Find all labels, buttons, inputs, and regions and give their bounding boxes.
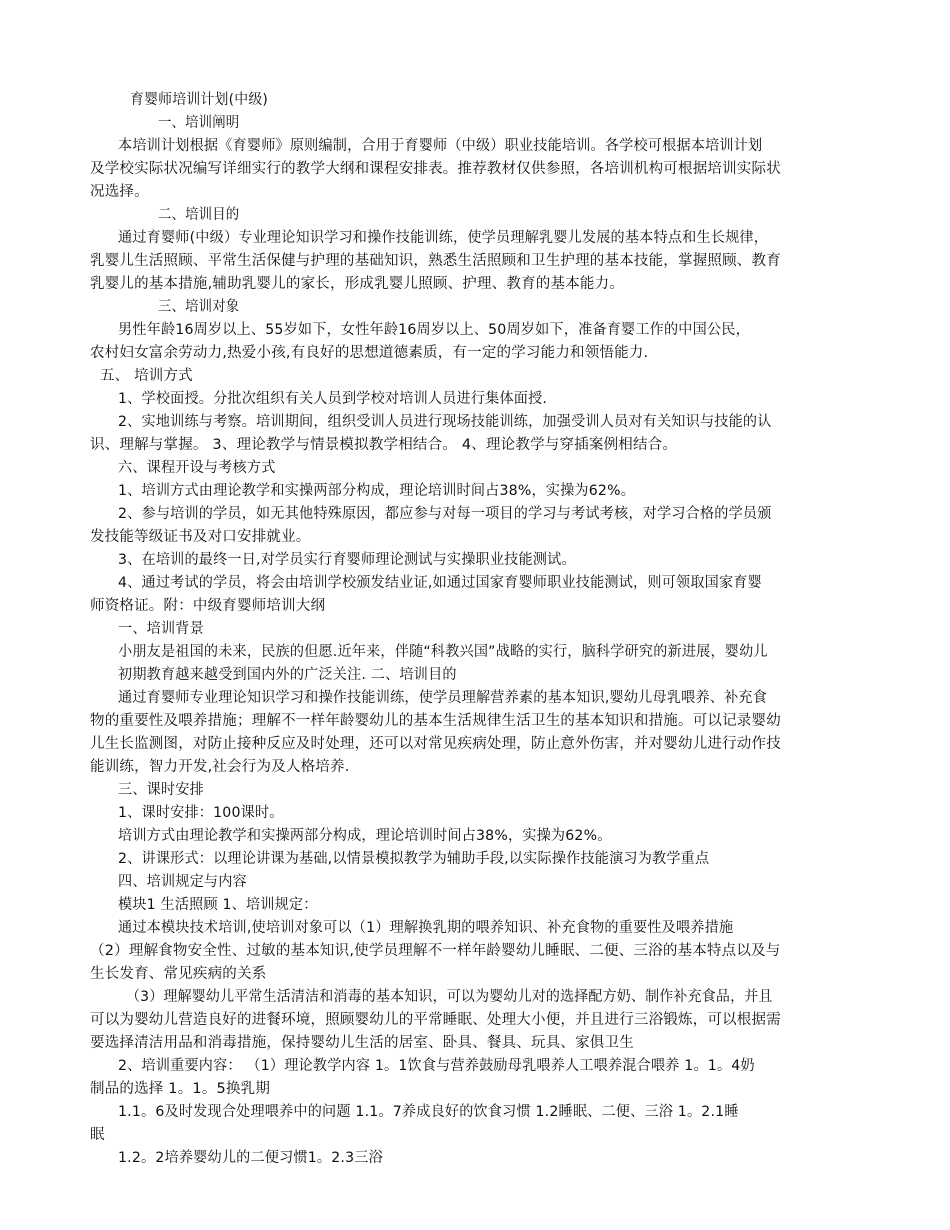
section-heading: 五、 培训方式 bbox=[100, 368, 193, 384]
paragraph-line: 乳婴儿生活照顾、平常生活保健与护理的基础知识，熟悉生活照顾和卫生护理的基本技能，掌握照顾、教育 bbox=[90, 253, 781, 269]
paragraph-line: 1、培训方式由理论教学和实操两部分构成，理论培训时间占38%，实操为62%。 bbox=[118, 483, 636, 499]
paragraph-line: 儿生长监测图，对防止接种反应及时处理，还可以对常见疾病处理，防止意外伤害，并对婴幼儿进行动作技 bbox=[90, 736, 781, 752]
paragraph-line: 制品的选择 1。1。5换乳期 bbox=[90, 1081, 271, 1097]
paragraph-line: 1、课时安排：100课时。 bbox=[118, 805, 284, 821]
paragraph-line: 况选择。 bbox=[90, 184, 149, 200]
paragraph-line: 小朋友是祖国的未来，民族的但愿.近年来，伴随“科教兴国”战略的实行，脑科学研究的新进展，婴幼儿 bbox=[118, 644, 768, 660]
paragraph-line: （3）理解婴幼儿平常生活清洁和消毒的基本知识，可以为婴幼儿对的选择配方奶、制作补充食品，并且 bbox=[126, 989, 773, 1005]
paragraph-line: 2、培训重要内容： （1）理论教学内容 1。1饮食与营养鼓励母乳喂养人工喂养混合喂养 1。1。4奶 bbox=[118, 1058, 755, 1074]
paragraph-line: 3、在培训的最终一日,对学员实行育婴师理论测试与实操职业技能测试。 bbox=[118, 552, 576, 568]
section-heading: 二、培训目的 bbox=[158, 207, 240, 223]
paragraph-line: 通过育婴师(中级）专业理论知识学习和操作技能训练，使学员理解乳婴儿发展的基本特点和生长规律， bbox=[118, 230, 769, 246]
paragraph-line: 1、学校面授。分批次组织有关人员到学校对培训人员进行集体面授. bbox=[118, 391, 548, 407]
section-heading: 三、课时安排 bbox=[118, 782, 204, 798]
paragraph-line: 2、实地训练与考察。培训期间，组织受训人员进行现场技能训练，加强受训人员对有关知识与技能的认 bbox=[118, 414, 772, 430]
paragraph-line: 通过育婴师专业理论知识学习和操作技能训练，使学员理解营养素的基本知识,婴幼儿母乳喂养、补充食 bbox=[118, 690, 768, 706]
paragraph-line: 要选择清洁用品和消毒措施，保持婴幼儿生活的居室、卧具、餐具、玩具、家俱卫生 bbox=[90, 1035, 634, 1051]
paragraph-line: 可以为婴幼儿营造良好的进餐环境，照顾婴幼儿的平常睡眠、处理大小便，并且进行三浴锻炼，可以根据需 bbox=[90, 1012, 781, 1028]
section-heading: 三、培训对象 bbox=[158, 299, 240, 315]
section-heading: 一、培训阐明 bbox=[158, 115, 240, 131]
paragraph-line: 模块1 生活照顾 1、培训规定： bbox=[118, 897, 318, 913]
paragraph-line: 生长发育、常见疾病的关系 bbox=[90, 966, 267, 982]
paragraph-line: 初期教育越来越受到国内外的广泛关注. 二、培训目的 bbox=[118, 667, 457, 683]
paragraph-line: （2）理解食物安全性、过敏的基本知识,使学员理解不一样年龄婴幼儿睡眠、二便、三浴的基本特点以及与 bbox=[90, 943, 781, 959]
paragraph-line: 及学校实际状况编写详细实行的教学大纲和课程安排表。推荐教材仅供参照，各培训机构可根据培训实际状 bbox=[90, 161, 781, 177]
paragraph-line: 2、参与培训的学员，如无其他特殊原因，都应参与对每一项目的学习与考试考核，对学习合格的学员颁 bbox=[118, 506, 772, 522]
paragraph-line: 2、讲课形式：以理论讲课为基础,以情景模拟教学为辅助手段,以实际操作技能演习为教学重点 bbox=[118, 851, 710, 867]
paragraph-line: 1.1。6及时发现合处理喂养中的问题 1.1。7养成良好的饮食习惯 1.2睡眠、二便、三浴 1。2.1睡 bbox=[118, 1104, 739, 1120]
document-title: 育婴师培训计划(中级) bbox=[130, 92, 269, 108]
paragraph-line: 物的重要性及喂养措施；理解不一样年龄婴幼儿的基本生活规律生活卫生的基本知识和措施。可以记录婴幼 bbox=[90, 713, 781, 729]
paragraph-line: 发技能等级证书及对口安排就业。 bbox=[90, 529, 311, 545]
paragraph-line: 本培训计划根据《育婴师》原则编制，合用于育婴师（中级）职业技能培训。各学校可根据本培训计划 bbox=[118, 138, 763, 154]
paragraph-line: 通过本模块技术培训,使培训对象可以（1）理解换乳期的喂养知识、补充食物的重要性及喂养措施 bbox=[118, 920, 734, 936]
paragraph-line: 师资格证。附：中级育婴师培训大纲 bbox=[90, 598, 326, 614]
paragraph-line: 识、理解与掌握。 3、理论教学与情景模拟教学相结合。 4、理论教学与穿插案例相结合。 bbox=[90, 437, 678, 453]
paragraph-line: 乳婴儿的基本措施,辅助乳婴儿的家长，形成乳婴儿照顾、护理、教育的基本能力。 bbox=[90, 276, 625, 292]
paragraph-line: 培训方式由理论教学和实操两部分构成，理论培训时间占38%，实操为62%。 bbox=[118, 828, 612, 844]
paragraph-line: 能训练，智力开发,社会行为及人格培养. bbox=[90, 759, 350, 775]
paragraph-line: 眠 bbox=[90, 1127, 105, 1143]
paragraph-line: 男性年龄16周岁以上、55岁如下，女性年龄16周岁以上、50周岁如下，准备育婴工作的中国公民， bbox=[118, 322, 750, 338]
section-heading: 一、培训背景 bbox=[118, 621, 204, 637]
section-heading: 六、课程开设与考核方式 bbox=[118, 460, 276, 476]
paragraph-line: 4、通过考试的学员，将会由培训学校颁发结业证,如通过国家育婴师职业技能测试，则可领取国家育婴 bbox=[118, 575, 762, 591]
section-heading: 四、培训规定与内容 bbox=[118, 874, 247, 890]
paragraph-line: 农村妇女富余劳动力,热爱小孩,有良好的思想道德素质，有一定的学习能力和领悟能力. bbox=[90, 345, 649, 361]
paragraph-line: 1.2。2培养婴幼儿的二便习惯1。2.3三浴 bbox=[118, 1150, 383, 1166]
